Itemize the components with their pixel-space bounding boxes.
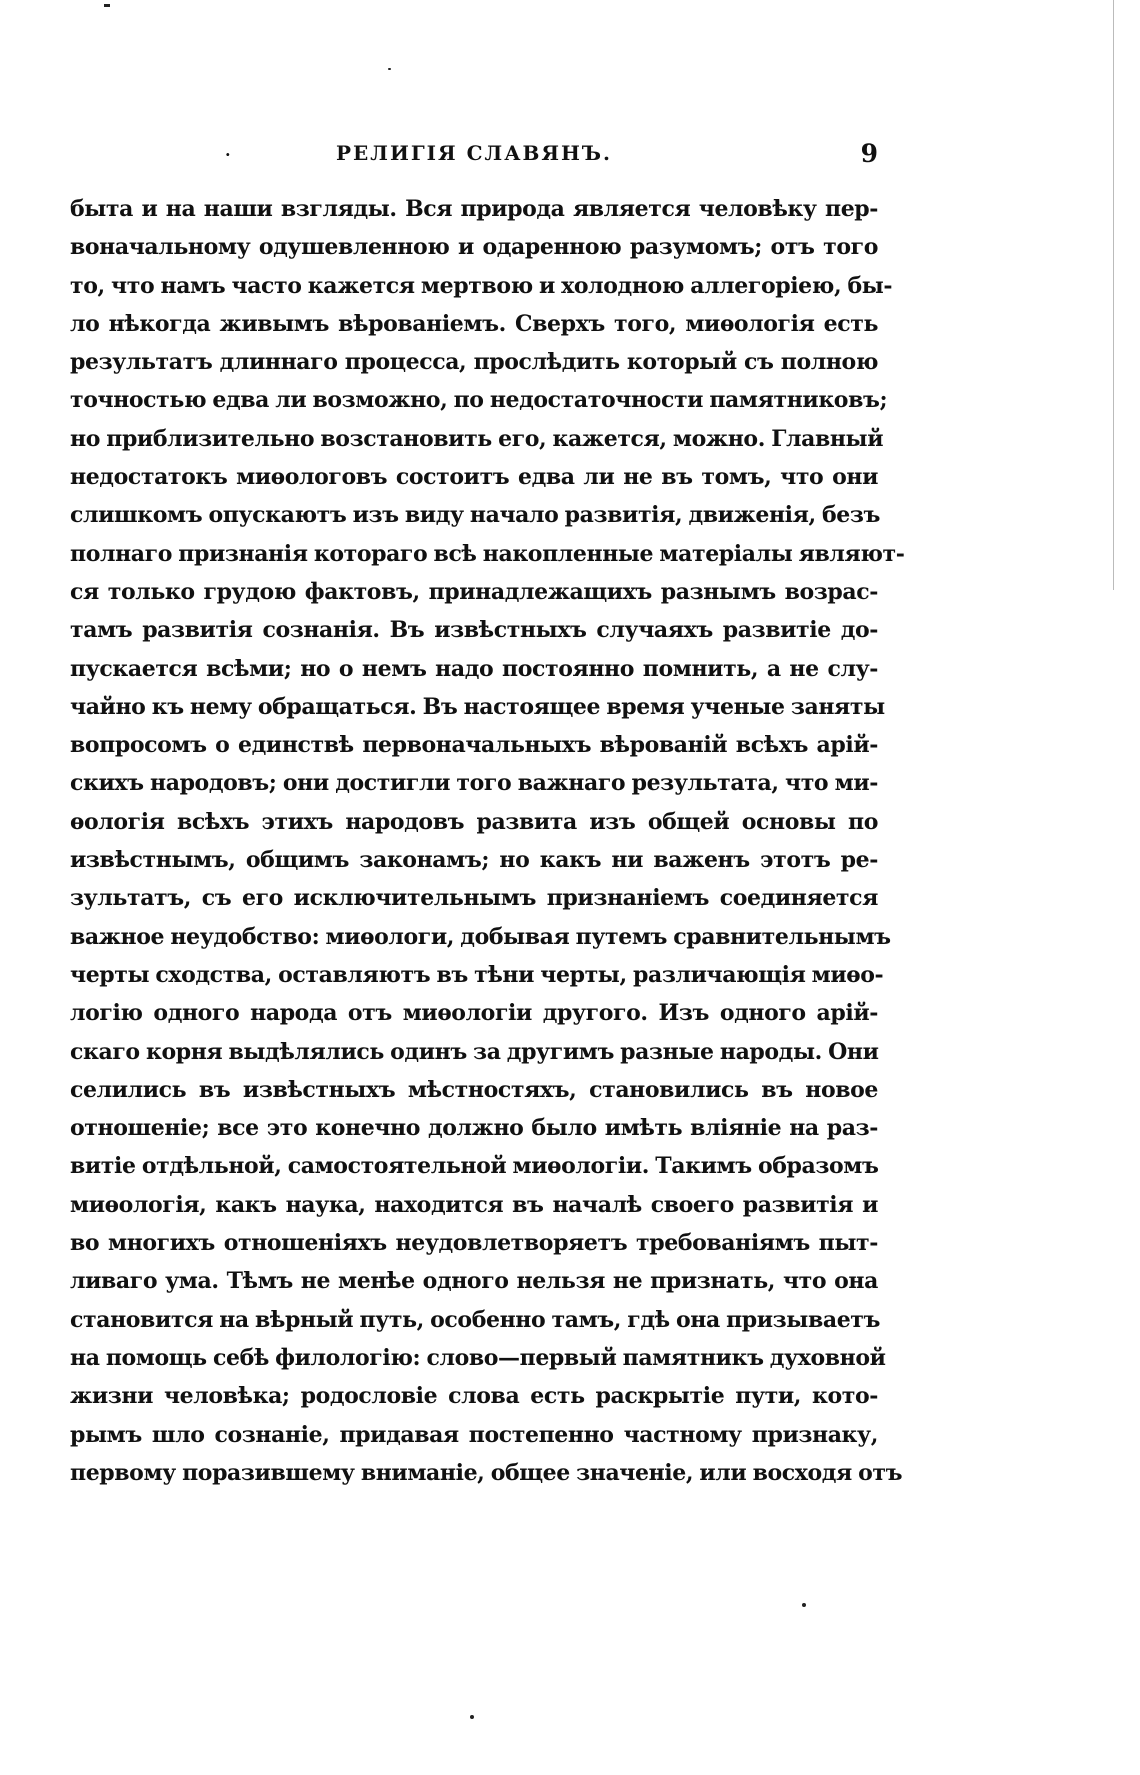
text-line: скаго корня выдѣлялись одинъ за другимъ разные народы. Они xyxy=(70,1038,879,1065)
header-dot: · xyxy=(225,145,231,164)
text-line: слишкомъ опускаютъ изъ виду начало развитiя, движенiя, безъ xyxy=(70,502,880,529)
text-line: селились въ извѣстныхъ мѣстностяхъ, становились въ новое xyxy=(70,1076,878,1103)
text-line: пускается всѣми; но о немъ надо постоянно помнить, а не слу- xyxy=(70,655,878,682)
text-line: черты сходства, оставляютъ въ тѣни черты, различающiя миѳо- xyxy=(70,961,884,988)
text-line: на помощь себѣ филологiю: слово—первый памятникъ духовной xyxy=(70,1344,886,1371)
text-line: миѳологiя, какъ наука, находится въ началѣ своего развитiя и xyxy=(70,1191,878,1218)
text-line: первому поразившему вниманiе, общее значенiе, или восходя отъ xyxy=(70,1459,903,1486)
text-line: зультатъ, съ его исключительнымъ признанiемъ соединяется xyxy=(70,885,878,912)
text-line: то, что намъ часто кажется мертвою и холодною аллегорiею, бы- xyxy=(70,272,893,299)
text-line: логiю одного народа отъ миѳологiи другого. Изъ одного арiй- xyxy=(70,1000,878,1027)
text-line: извѣстнымъ, общимъ законамъ; но какъ ни важенъ этотъ ре- xyxy=(70,847,878,874)
text-line: ливаго ума. Тѣмъ не менѣе одного нельзя не признать, что она xyxy=(70,1268,878,1295)
running-title: РЕЛИГIЯ СЛАВЯНЪ. xyxy=(335,141,613,165)
text-line: недостатокъ миѳологовъ состоитъ едва ли не въ томъ, что они xyxy=(70,464,878,491)
text-line: отношенiе; все это конечно должно было имѣть влiянiе на раз- xyxy=(70,1115,878,1142)
text-line: полнаго признанiя котораго всѣ накопленные матерiалы являют- xyxy=(70,540,905,567)
text-line: но приблизительно возстановить его, кажется, можно. Главный xyxy=(70,425,884,452)
text-line: результатъ длиннаго процесса, прослѣдить который съ полною xyxy=(70,349,878,376)
text-line: ло нѣкогда живымъ вѣрованiемъ. Сверхъ того, миѳологiя есть xyxy=(70,310,878,337)
scan-speck xyxy=(470,1715,474,1719)
text-line: витiе отдѣльной, самостоятельной миѳологiи. Такимъ образомъ xyxy=(70,1153,879,1180)
text-line: ся только грудою фактовъ, принадлежащихъ разнымъ возрас- xyxy=(70,578,878,605)
text-line: становится на вѣрный путь, особенно тамъ, гдѣ она призываетъ xyxy=(70,1306,881,1333)
text-line: вопросомъ о единствѣ первоначальныхъ вѣрованiй всѣхъ арiй- xyxy=(70,732,878,759)
text-line: во многихъ отношенiяхъ неудовлетворяетъ требованiямъ пыт- xyxy=(70,1230,878,1257)
text-line: чайно къ нему обращаться. Въ настоящее время ученые заняты xyxy=(70,693,885,720)
text-line: воначальному одушевленною и одаренною разумомъ; отъ того xyxy=(70,234,878,261)
text-line: быта и на наши взгляды. Вся природа является человѣку пер- xyxy=(70,196,878,222)
scan-speck xyxy=(388,68,391,70)
text-line: ѳологiя всѣхъ этихъ народовъ развита изъ общей основы по xyxy=(70,808,878,835)
text-line: скихъ народовъ; они достигли того важнаго результата, что ми- xyxy=(70,770,878,797)
page-number: 9 xyxy=(860,139,878,168)
text-line: жизни человѣка; родословiе слова есть раскрытiе пути, кото- xyxy=(70,1383,878,1410)
text-line: тамъ развитiя сознанiя. Въ извѣстныхъ случаяхъ развитiе до- xyxy=(70,617,878,644)
text-line: точностью едва ли возможно, по недостаточности памятниковъ; xyxy=(70,387,888,414)
scan-speck xyxy=(802,1603,806,1607)
text-line: рымъ шло сознанiе, придавая постепенно частному признаку, xyxy=(70,1421,878,1448)
text-line: важное неудобство: миѳологи, добывая путемъ сравнительнымъ xyxy=(70,923,891,950)
